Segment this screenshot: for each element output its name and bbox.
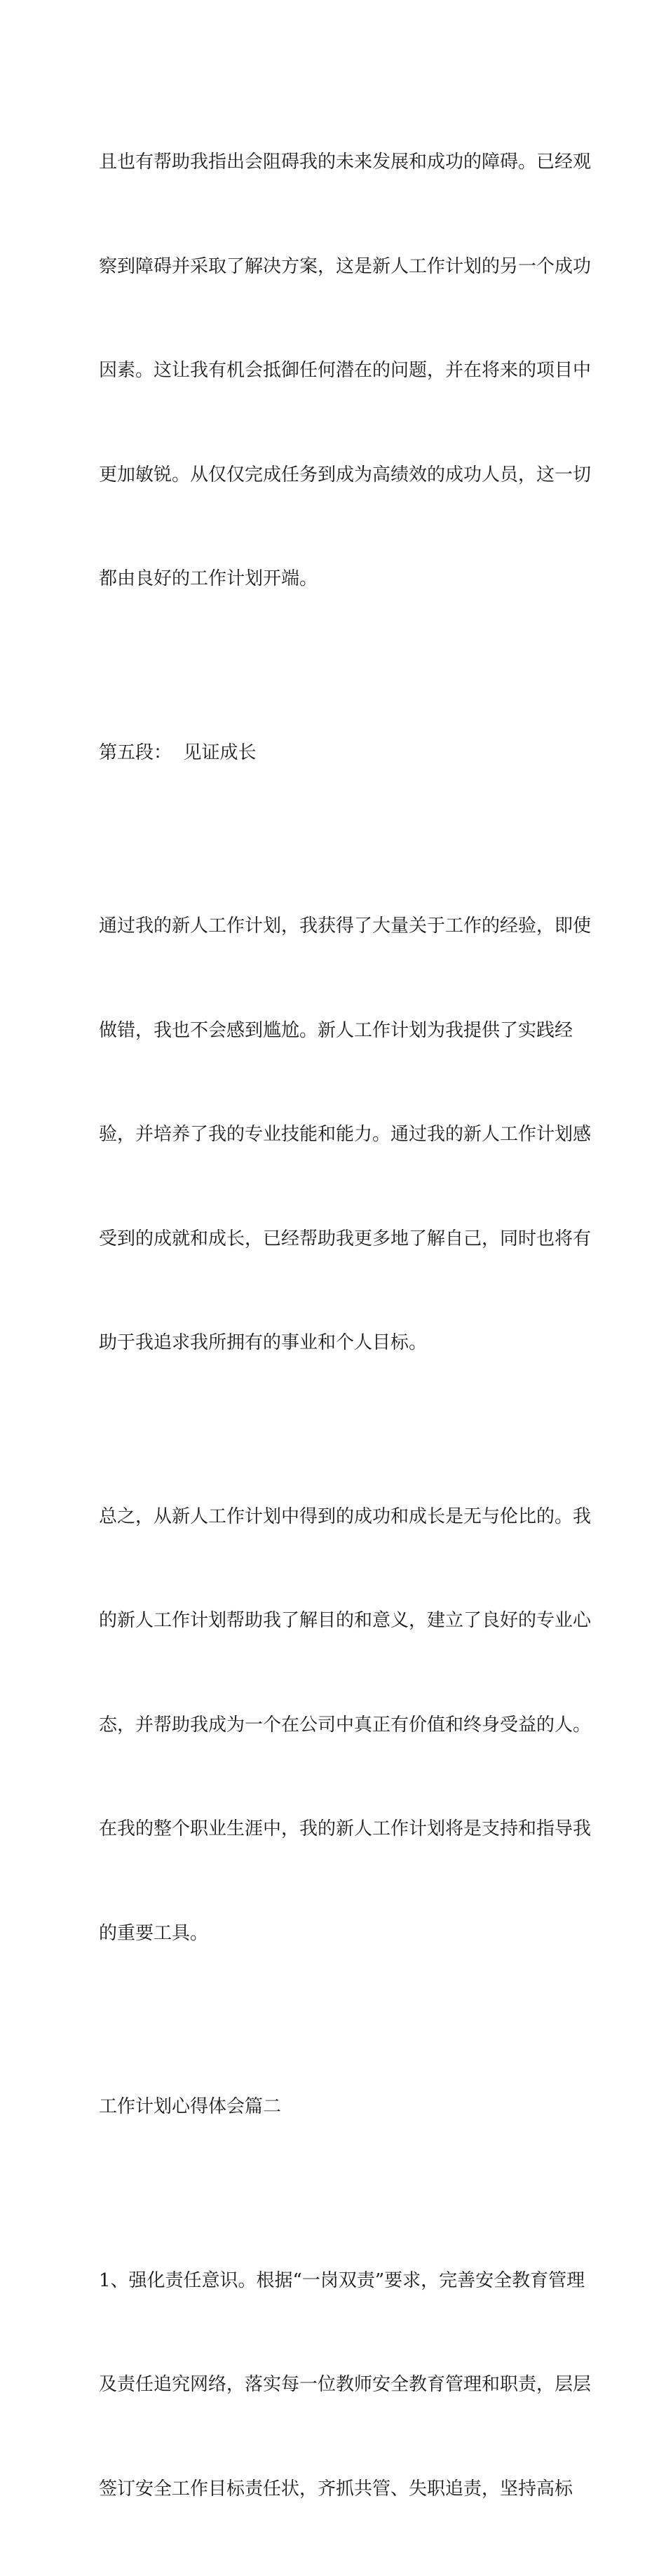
section-heading-five (99, 666, 576, 840)
paragraph-responsibility (99, 2194, 576, 2576)
heading-text: 第五段： 见证成长 (99, 736, 576, 771)
text-line: 在我的整个职业生涯中，我的新人工作计划将是支持和指导我 (99, 1812, 576, 1847)
text-line: 助于我追求我所拥有的事业和个人目标。 (99, 1326, 576, 1361)
text-line: 都由良好的工作计划开端。 (99, 562, 576, 597)
text-line: 及责任追究网络，落实每一位教师安全教育管理和职责，层层 (99, 2368, 576, 2403)
text-line: 态，并帮助我成为一个在公司中真正有价值和终身受益的人。 (99, 1708, 576, 1743)
text-line: 验，并培养了我的专业技能和能力。通过我的新人工作计划感 (99, 1118, 576, 1153)
text-line: 签订安全工作目标责任状，齐抓共管、失职追责，坚持高标 (99, 2472, 576, 2507)
article-heading-part-two (99, 2020, 576, 2194)
text-line: 因素。这让我有机会抵御任何潜在的问题，并在将来的项目中 (99, 354, 576, 389)
text-line: 总之，从新人工作计划中得到的成功和成长是无与伦比的。我 (99, 1500, 576, 1535)
text-line: 通过我的新人工作计划，我获得了大量关于工作的经验，即使 (99, 909, 576, 944)
text-line: 受到的成就和成长，已经帮助我更多地了解自己，同时也将有 (99, 1222, 576, 1257)
paragraph-witness-growth (99, 840, 576, 1430)
text-line: 做错，我也不会感到尴尬。新人工作计划为我提供了实践经 (99, 1014, 576, 1049)
text-line: 1、强化责任意识。根据“一岗双责”要求，完善安全教育管理 (99, 2264, 576, 2299)
paragraph-closing-section-four (99, 76, 576, 666)
document-body (99, 76, 576, 2576)
text-line: 察到障碍并采取了解决方案，这是新人工作计划的另一个成功 (99, 250, 576, 285)
text-line: 的新人工作计划帮助我了解目的和意义，建立了良好的专业心 (99, 1604, 576, 1639)
document-page (0, 0, 666, 862)
paragraph-conclusion (99, 1430, 576, 2021)
heading-text: 工作计划心得体会篇二 (99, 2090, 576, 2125)
text-line: 的重要工具。 (99, 1917, 576, 1952)
text-line: 且也有帮助我指出会阻碍我的未来发展和成功的障碍。已经观 (99, 145, 576, 180)
text-line: 更加敏锐。从仅仅完成任务到成为高绩效的成功人员，这一切 (99, 458, 576, 493)
